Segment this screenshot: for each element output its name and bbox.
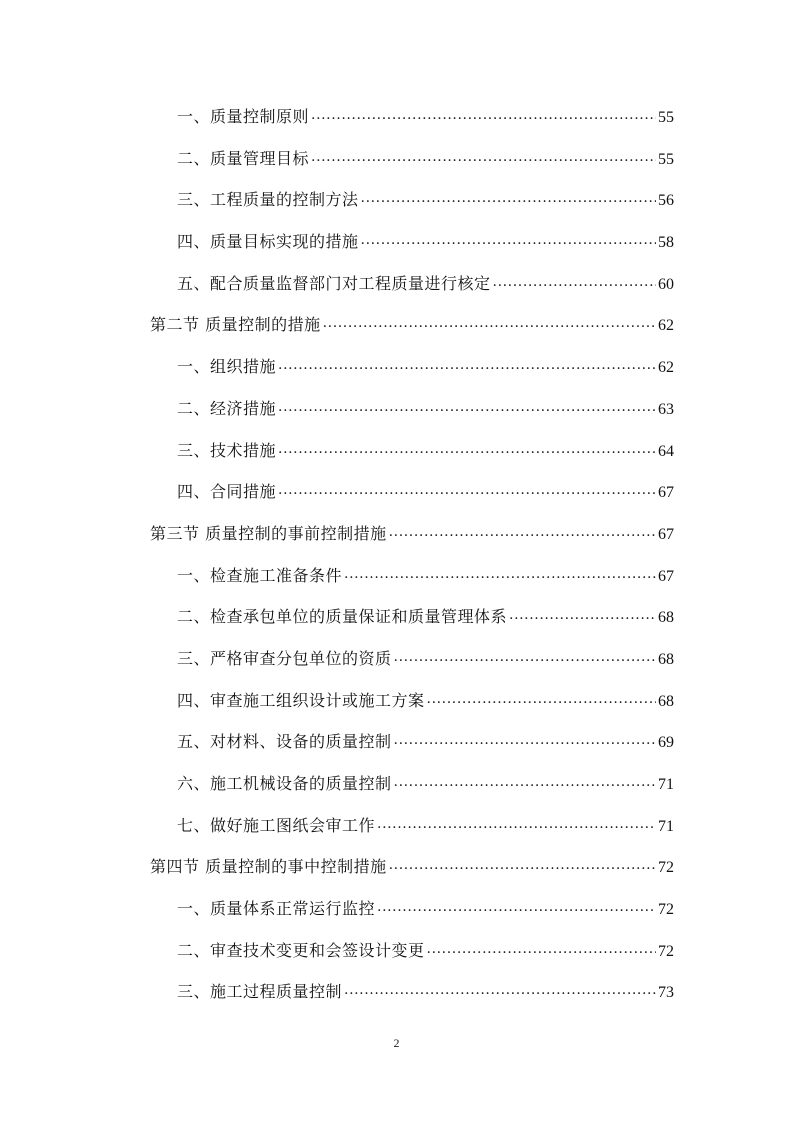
toc-dot-leader xyxy=(377,815,656,831)
toc-entry-page: 68 xyxy=(658,692,674,710)
toc-entry-page: 56 xyxy=(658,192,674,210)
toc-entry[interactable] xyxy=(0,555,674,597)
toc-entry-title: 五、配合质量监督部门对工程质量进行核定 xyxy=(177,273,491,293)
toc-entry[interactable] xyxy=(0,638,674,680)
toc-entry-page: 73 xyxy=(658,984,674,1002)
toc-entry-title: 五、对材料、设备的质量控制 xyxy=(177,732,392,752)
toc-entry-page: 55 xyxy=(658,150,674,168)
toc-dot-leader xyxy=(389,523,656,539)
toc-section-title: 第三节 质量控制的事前控制措施 xyxy=(150,523,387,543)
toc-entry[interactable] xyxy=(0,138,674,180)
toc-entry[interactable] xyxy=(0,221,674,263)
toc-entry-page: 71 xyxy=(658,776,674,793)
toc-dot-leader xyxy=(394,648,656,664)
toc-entry-page: 67 xyxy=(658,525,674,543)
toc-section-entry[interactable] xyxy=(0,513,674,555)
toc-entry[interactable] xyxy=(0,346,674,388)
toc-entry[interactable] xyxy=(0,96,674,138)
toc-dot-leader xyxy=(278,481,656,497)
toc-dot-leader xyxy=(394,773,656,789)
toc-entry-page: 60 xyxy=(658,275,674,293)
toc-entry-page: 62 xyxy=(658,359,674,377)
toc-entry-page: 64 xyxy=(658,442,674,460)
toc-entry-title: 四、审查施工组织设计或施工方案 xyxy=(177,690,425,710)
table-of-contents xyxy=(0,96,793,1013)
toc-entry-title: 一、质量体系正常运行监控 xyxy=(177,899,376,919)
toc-dot-leader xyxy=(361,189,656,205)
toc-entry-page: 55 xyxy=(658,109,674,126)
toc-entry-page: 67 xyxy=(658,567,674,585)
toc-entry-title: 二、检查承包单位的质量保证和质量管理体系 xyxy=(177,607,508,627)
toc-dot-leader xyxy=(377,898,656,914)
toc-entry-page: 68 xyxy=(658,609,674,627)
toc-entry[interactable] xyxy=(0,721,674,763)
toc-section-entry[interactable] xyxy=(0,846,674,888)
toc-dot-leader xyxy=(311,148,656,164)
toc-entry[interactable] xyxy=(0,888,674,930)
toc-entry[interactable] xyxy=(0,471,674,513)
toc-entry-page: 72 xyxy=(658,942,674,960)
toc-entry-title: 一、组织措施 xyxy=(177,357,277,377)
toc-entry[interactable] xyxy=(0,179,674,221)
toc-dot-leader xyxy=(361,231,656,247)
toc-entry[interactable] xyxy=(0,388,674,430)
toc-dot-leader xyxy=(323,314,656,330)
toc-entry-page: 58 xyxy=(658,234,674,252)
toc-dot-leader xyxy=(278,440,656,456)
toc-entry-page: 62 xyxy=(658,317,674,335)
toc-dot-leader xyxy=(344,565,656,581)
toc-entry-page: 69 xyxy=(658,734,674,752)
toc-dot-leader xyxy=(493,273,656,289)
toc-entry-title: 二、审查技术变更和会签设计变更 xyxy=(177,940,425,960)
toc-dot-leader xyxy=(278,356,656,372)
toc-entry[interactable] xyxy=(0,930,674,972)
toc-entry-title: 一、质量控制原则 xyxy=(177,107,310,126)
toc-dot-leader xyxy=(344,981,656,997)
toc-entry-title: 二、经济措施 xyxy=(177,398,277,418)
toc-entry-title: 二、质量管理目标 xyxy=(177,148,310,168)
toc-entry-title: 三、严格审查分包单位的资质 xyxy=(177,648,392,668)
toc-entry-page: 72 xyxy=(658,901,674,919)
toc-entry-page: 72 xyxy=(658,859,674,877)
toc-entry-title: 四、质量目标实现的措施 xyxy=(177,232,359,252)
toc-entry-title: 三、工程质量的控制方法 xyxy=(177,190,359,210)
toc-entry[interactable] xyxy=(0,680,674,722)
toc-entry[interactable] xyxy=(0,263,674,305)
toc-entry-title: 一、检查施工准备条件 xyxy=(177,565,343,585)
toc-dot-leader xyxy=(427,940,656,956)
toc-entry-page: 63 xyxy=(658,400,674,418)
toc-entry-title: 六、施工机械设备的质量控制 xyxy=(177,774,392,793)
toc-dot-leader xyxy=(389,856,656,872)
toc-entry-title: 三、技术措施 xyxy=(177,440,277,460)
toc-dot-leader xyxy=(427,690,656,706)
toc-dot-leader xyxy=(311,106,656,122)
toc-entry-page: 71 xyxy=(658,817,674,835)
toc-dot-leader xyxy=(278,398,656,414)
page-number: 2 xyxy=(393,1036,400,1050)
toc-section-title: 第二节 质量控制的措施 xyxy=(150,315,321,335)
toc-section-title: 第四节 质量控制的事中控制措施 xyxy=(150,857,387,877)
toc-entry[interactable] xyxy=(0,430,674,472)
toc-entry[interactable] xyxy=(0,596,674,638)
toc-dot-leader xyxy=(509,606,656,622)
toc-entry[interactable] xyxy=(0,763,674,805)
toc-entry[interactable] xyxy=(0,971,674,1013)
toc-entry-page: 68 xyxy=(658,650,674,668)
toc-dot-leader xyxy=(394,731,656,747)
toc-entry-title: 三、施工过程质量控制 xyxy=(177,982,343,1002)
toc-entry[interactable] xyxy=(0,805,674,847)
toc-section-entry[interactable] xyxy=(0,304,674,346)
toc-entry-page: 67 xyxy=(658,484,674,502)
toc-entry-title: 四、合同措施 xyxy=(177,482,277,502)
toc-entry-title: 七、做好施工图纸会审工作 xyxy=(177,815,376,835)
